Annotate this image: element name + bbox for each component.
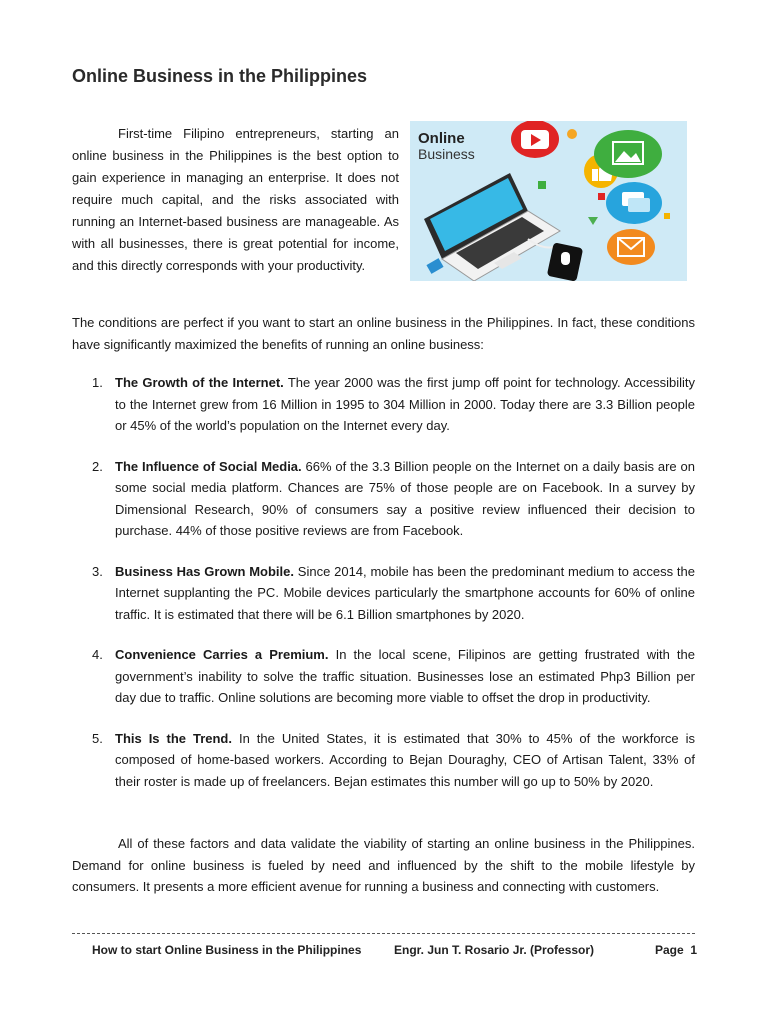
footer-page-number: Page 1 <box>655 943 698 957</box>
list-item <box>72 372 695 437</box>
list-item-heading: Business Has Grown Mobile. <box>115 563 294 579</box>
list-number: 2. <box>92 458 103 474</box>
list-item-body: The year 2000 was the first jump off point for technology. Accessibility to the Internet grew from 16 Million in 1995 to 304 Million in 2000. Today there are 3.3 Billion people or 45% of the world’s population on the Internet every day. <box>115 375 695 433</box>
list-item-heading: This Is the Trend. <box>115 730 232 746</box>
online-business-illustration <box>410 121 687 281</box>
list-number: 4. <box>92 647 103 662</box>
footer-author: Engr. Jun T. Rosario Jr. (Professor) <box>394 943 595 957</box>
intro-paragraph: First-time Filipino entrepreneurs, starting an online business in the Philippines is the best option to gain experience in managing an enterprise. It does not require much capital, and the risks associated with running an Internet-based business are manageable. As with all businesses, there is great potential for income, and this directly corresponds with your productivity. <box>72 126 399 273</box>
reasons-list <box>72 372 695 811</box>
list-item-body: 66% of the 3.3 Billion people on the Internet on a daily basis are on some social media platform. Chances are 75% of those people are on Facebook. In a survey by Dimensional Research, 90% of consumers say a positive review influenced their decision to purchase. 44% of those positive reviews are from Facebook. <box>115 458 695 538</box>
list-item-heading: Convenience Carries a Premium. <box>115 647 329 662</box>
list-item-body: In the local scene, Filipinos are getting frustrated with the government’s inability to solve the traffic situation. Businesses lose an estimated Php3 Billion per day due to traffic. Online solutions are becoming more viable to offset the drop in productivity. <box>115 647 695 705</box>
list-item-heading: The Influence of Social Media. <box>115 458 302 474</box>
list-item-body: Since 2014, mobile has been the predominant medium to access the Internet supplanting the PC. Mobile devices particularly the smartphone accounts for 60% of online traffic. It is estimated that there will be 6.1 Billion smartphones by 2020. <box>115 563 695 622</box>
list-item <box>72 644 695 709</box>
image-icon <box>594 130 662 178</box>
list-item-heading: The Growth of the Internet. <box>115 375 284 390</box>
list-number: 3. <box>92 563 103 579</box>
list-item-body: In the United States, it is estimated that 30% to 45% of the workforce is composed of home-based workers. According to Bejan Douraghy, CEO of Artisan Talent, 33% of their roster is made up of freelancers. Bejan estimates this number will go up to 50% by 2020. <box>115 730 695 789</box>
conditions-paragraph: The conditions are perfect if you want to start an online business in the Philippines. In fact, these conditions have significantly maximized the benefits of running an online business: <box>72 315 695 352</box>
video-play-icon <box>511 121 559 158</box>
list-number: 5. <box>92 730 103 746</box>
chat-icon <box>606 182 662 224</box>
page-title: Online Business in the Philippines <box>72 66 368 86</box>
list-item <box>72 728 695 793</box>
footer-document-title: How to start Online Business in the Philippines <box>92 943 362 957</box>
closing-paragraph: All of these factors and data validate the viability of starting an online business in the Philippines. Demand for online business is fueled by need and influenced by the shift to the mobile lifestyle by consumers. It presents a more efficient avenue for running a business and connecting with customers. <box>72 836 695 894</box>
list-number: 1. <box>92 375 103 390</box>
image-caption-online: Online <box>418 130 465 147</box>
image-caption-business: Business <box>418 146 475 162</box>
list-item <box>72 561 695 626</box>
footer-divider <box>72 933 695 934</box>
list-item <box>72 456 695 542</box>
mail-icon <box>607 229 655 265</box>
